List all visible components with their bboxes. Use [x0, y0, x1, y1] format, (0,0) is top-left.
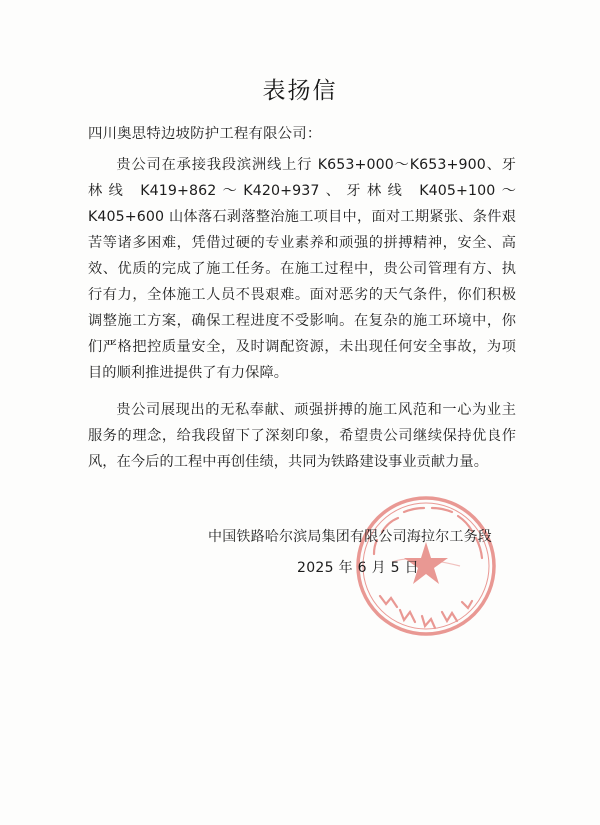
recipient-line: 四川奥思特边坡防护工程有限公司：: [88, 126, 322, 142]
sender-organization: 中国铁路哈尔滨局集团有限公司海拉尔工务段: [208, 529, 492, 545]
letter-date: 2025 年 6 月 5 日: [297, 560, 419, 576]
body-paragraph-1: 贵公司在承接我段滨洲线上行 K653+000～K653+900、牙林线 K419+862～K420+937、牙林线 K405+100～K405+600 山体落石剥落整治施工项目中，面对工期紧张、条件艰苦等诸多困难，凭借过硬的专业素养和顽强的拼搏精神，安全、高效、优质的完成了施工任务。在施工过程中，贵公司管理有方、执行有力，全体施工人员不畏艰难。面对恶劣的天气条件，你们积极调整施工方案，确保工程进度不受影响。在复杂的施工环境中，你们严格把控质量安全，及时调配资源，未出现任何安全事故，为项目的顺利推进提供了有力保障。: [88, 157, 516, 381]
letter-title: 表扬信: [262, 78, 338, 104]
body-paragraph-2: 贵公司展现出的无私奉献、顽强拼搏的施工风范和一心为业主服务的理念，给我段留下了深刻印象，希望贵公司继续保持优良作风，在今后的工程中再创佳绩，共同为铁路建设事业贡献力量。: [88, 402, 516, 470]
letter-body: [88, 152, 516, 475]
